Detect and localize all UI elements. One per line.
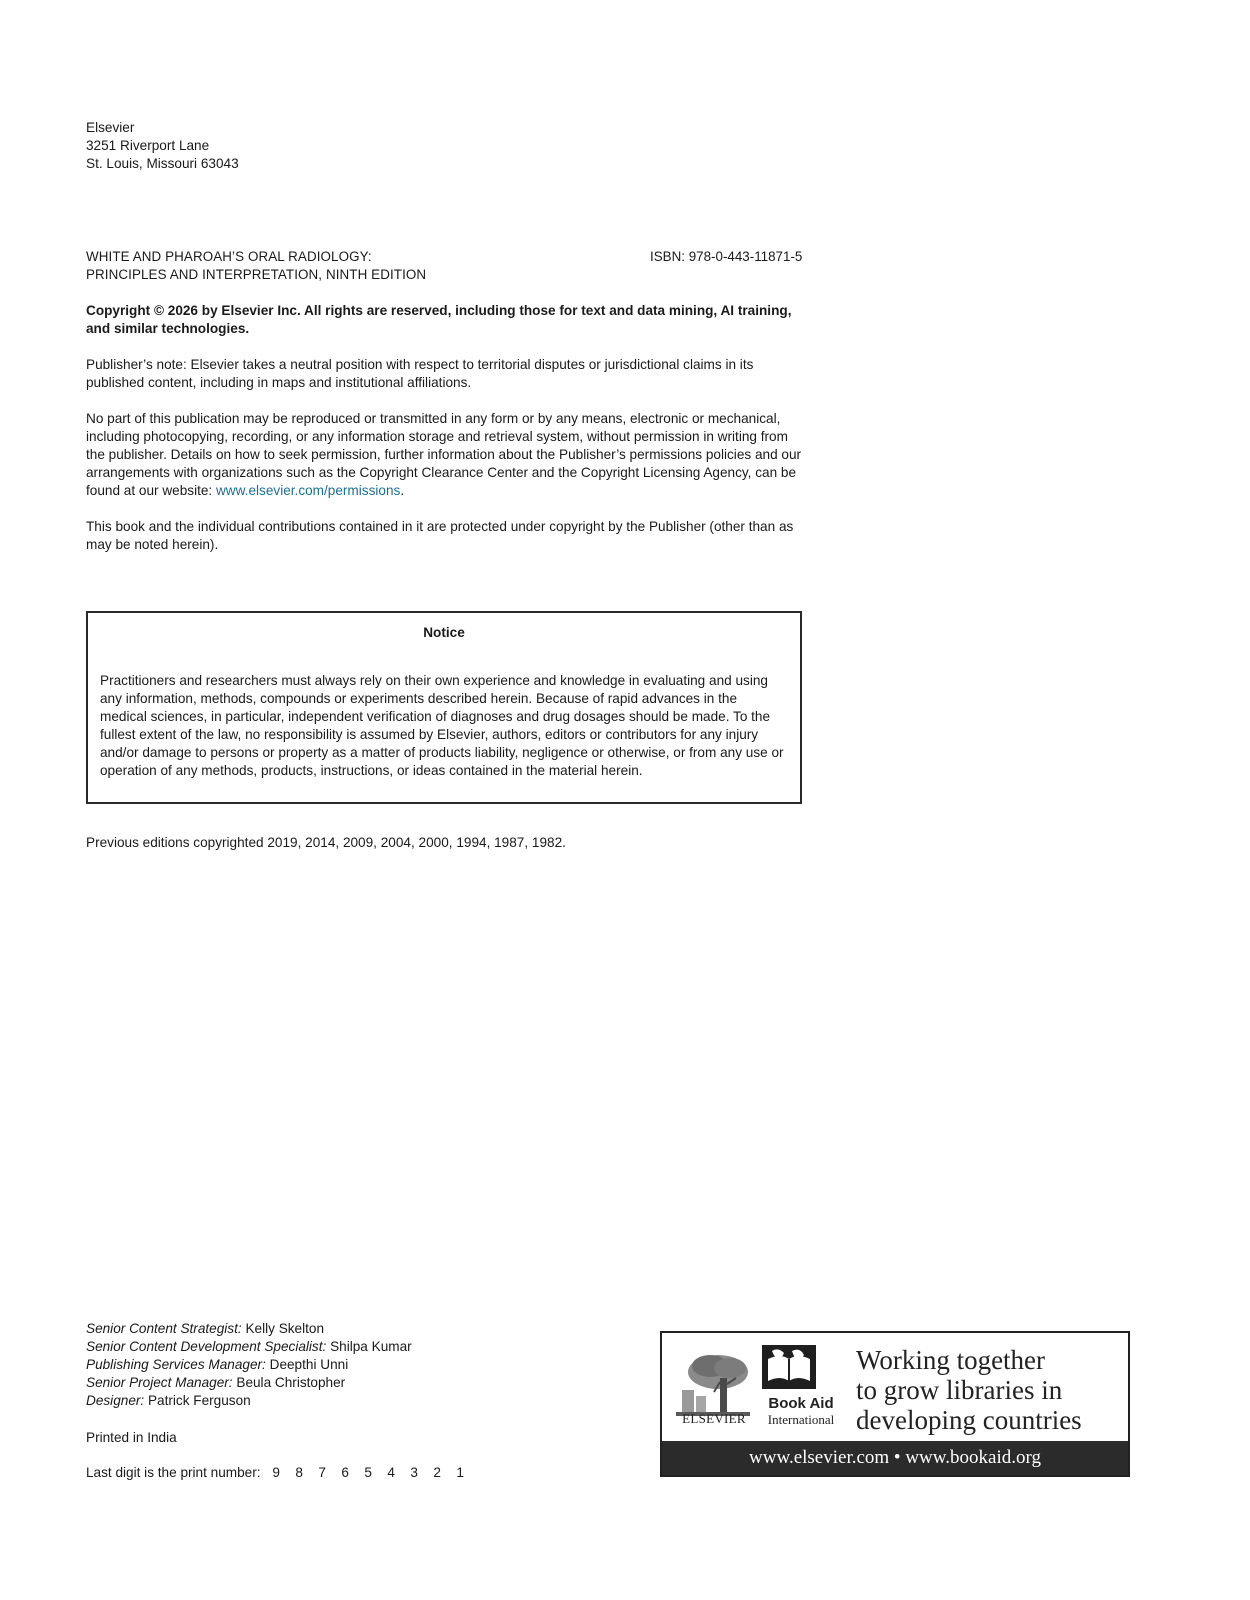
print-number-digits <box>272 1464 479 1482</box>
print-digit: 5 <box>364 1465 372 1480</box>
credit-role: Senior Content Development Specialist: <box>86 1339 327 1354</box>
publisher-name: Elsevier <box>86 120 135 135</box>
publisher-street: 3251 Riverport Lane <box>86 138 210 153</box>
credit-role: Publishing Services Manager: <box>86 1357 266 1372</box>
credit-role: Senior Project Manager: <box>86 1375 233 1390</box>
print-digit: 1 <box>456 1465 464 1480</box>
print-number-label: Last digit is the print number: <box>86 1465 261 1480</box>
publisher-city: St. Louis, Missouri 63043 <box>86 156 239 171</box>
slogan-line2: to grow libraries in <box>856 1375 1063 1405</box>
notice-title: Notice <box>423 625 465 640</box>
slogan-line1: Working together <box>856 1345 1046 1375</box>
print-digit: 8 <box>295 1465 303 1480</box>
notice-body: Practitioners and researchers must always rely on their own experience and knowledge in evaluating and using any information, methods, compounds or experiments described herein. Because of rapid advances in the medical sciences, in particular, independent verification of diagnoses and drug dosages should be made. To the fullest extent of the law, no responsibility is assumed by Elsevier, authors, editors or contributors for any injury and/or damage to persons or property as a matter of products liability, negligence or otherwise, or from any use or operation of any methods, products, instructions, or ideas contained in the material herein. <box>100 673 784 778</box>
copyright-statement: Copyright © 2026 by Elsevier Inc. All rights are reserved, including those for text and data mining, AI training, and similar technologies. <box>86 303 792 336</box>
book-aid-logo-icon <box>762 1345 816 1389</box>
book-aid-name: Book Aid <box>768 1395 834 1412</box>
book-aid-international: International <box>767 1412 835 1427</box>
slogan-line3: developing countries <box>856 1405 1082 1435</box>
credit-name: Patrick Ferguson <box>147 1393 251 1408</box>
permissions-link[interactable]: www.elsevier.com/permissions <box>215 483 401 498</box>
credit-line <box>86 1392 412 1410</box>
print-digit: 6 <box>341 1465 349 1480</box>
credit-name: Deepthi Unni <box>269 1357 349 1372</box>
publishers-note: Publisher’s note: Elsevier takes a neutral position with respect to territorial disputes or jurisdictional claims in its published content, including in maps and institutional affiliations. <box>86 357 754 390</box>
print-digit: 3 <box>410 1465 418 1480</box>
credit-role: Designer: <box>86 1393 145 1408</box>
credit-line <box>86 1320 412 1338</box>
print-digit: 7 <box>318 1465 326 1480</box>
banner-slogan <box>856 1345 1126 1435</box>
permissions-end: . <box>400 483 405 498</box>
permissions-paragraph <box>86 410 806 500</box>
credit-role: Senior Content Strategist: <box>86 1321 242 1336</box>
credit-line <box>86 1338 412 1356</box>
isbn: ISBN: 978-0-443-11871-5 <box>650 249 803 264</box>
book-title-line2: PRINCIPLES AND INTERPRETATION, NINTH EDITION <box>86 267 427 282</box>
credits-list <box>86 1320 412 1410</box>
print-digit: 2 <box>433 1465 441 1480</box>
printed-in: Printed in India <box>86 1430 177 1445</box>
book-title-line1: WHITE AND PHAROAH’S ORAL RADIOLOGY: <box>86 249 372 264</box>
permissions-text: No part of this publication may be reproduced or transmitted in any form or by any means, electronic or mechanical, including photocopying, recording, or any information storage and retrieval system, without permission in writing from the publisher. Details on how to seek permission, further information about the Publisher’s permissions policies and our arrangements with organizations such as the Copyright Clearance Center and the Copyright Licensing Agency, can be found at our website: <box>86 411 802 498</box>
print-digit: 9 <box>272 1465 280 1480</box>
notice-box <box>86 611 802 804</box>
previous-editions: Previous editions copyrighted 2019, 2014, 2009, 2004, 2000, 1994, 1987, 1982. <box>86 835 566 850</box>
credit-name: Shilpa Kumar <box>330 1339 412 1354</box>
book-aid-banner <box>660 1331 1130 1477</box>
credit-line <box>86 1374 412 1392</box>
elsevier-wordmark: ELSEVIER <box>682 1411 746 1426</box>
banner-urls: www.elsevier.com • www.bookaid.org <box>662 1441 1128 1475</box>
print-number-line <box>86 1464 479 1482</box>
publisher-address <box>86 119 239 173</box>
credit-line <box>86 1356 412 1374</box>
protection-statement: This book and the individual contributions contained in it are protected under copyright by the Publisher (other than as may be noted herein). <box>86 519 794 552</box>
book-title <box>86 248 426 284</box>
print-digit: 4 <box>387 1465 395 1480</box>
credit-name: Kelly Skelton <box>245 1321 325 1336</box>
credit-name: Beula Christopher <box>236 1375 346 1390</box>
